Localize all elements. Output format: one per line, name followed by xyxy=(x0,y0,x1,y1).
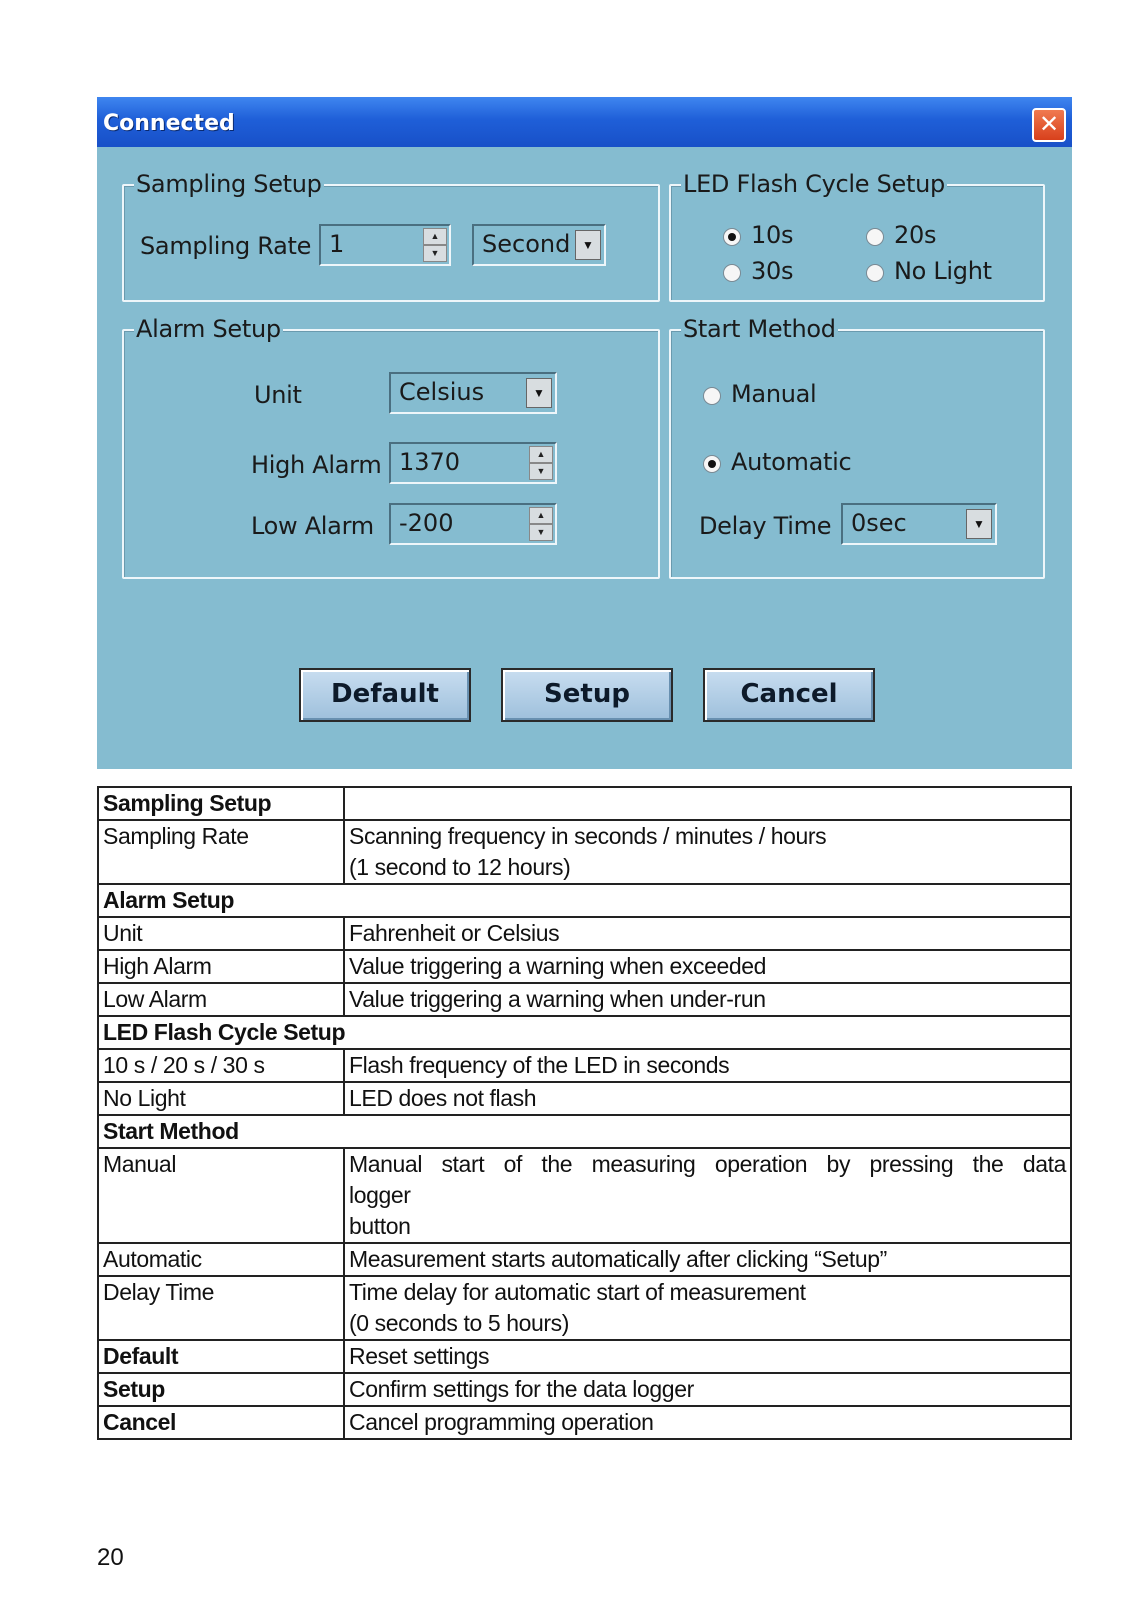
section-header: Start Method xyxy=(98,1115,1071,1148)
description-line: Time delay for automatic start of measurement xyxy=(349,1279,806,1305)
description-cell: Fahrenheit or Celsius xyxy=(344,917,1071,950)
dialog-title: Connected xyxy=(103,111,235,136)
default-button[interactable]: Default xyxy=(299,668,471,722)
alarm-setup-group xyxy=(122,315,660,579)
spin-up-icon[interactable]: ▲ xyxy=(529,507,553,524)
description-cell: Reset settings xyxy=(344,1340,1071,1373)
spin-down-icon[interactable]: ▼ xyxy=(423,245,447,262)
radio-20s[interactable] xyxy=(866,228,884,246)
section-header: Sampling Setup xyxy=(98,787,344,820)
description-cell: Measurement starts automatically after clicking “Setup” xyxy=(344,1243,1071,1276)
chevron-down-icon[interactable]: ▼ xyxy=(966,509,992,539)
page-number: 20 xyxy=(97,1544,124,1571)
table-row xyxy=(98,950,1071,983)
sampling-unit-dropdown[interactable] xyxy=(472,224,606,266)
description-cell xyxy=(344,820,1071,884)
table-row xyxy=(98,983,1071,1016)
low-alarm-value: -200 xyxy=(399,509,454,537)
chevron-down-icon[interactable]: ▼ xyxy=(526,378,552,408)
spin-up-icon[interactable]: ▲ xyxy=(529,446,553,463)
sampling-rate-spinner[interactable] xyxy=(423,228,447,262)
term-cell: No Light xyxy=(98,1082,344,1115)
high-alarm-stepper[interactable] xyxy=(389,442,557,484)
description-cell xyxy=(344,1276,1071,1340)
term-cell: Unit xyxy=(98,917,344,950)
start-method-group xyxy=(669,315,1045,579)
title-bar xyxy=(97,97,1072,147)
sampling-setup-title: Sampling Setup xyxy=(136,170,322,198)
term-cell: Delay Time xyxy=(98,1276,344,1340)
table-row xyxy=(98,1148,1071,1243)
table-row xyxy=(98,1016,1071,1049)
table-row xyxy=(98,1406,1071,1439)
low-alarm-label: Low Alarm xyxy=(251,512,374,540)
delay-time-dropdown[interactable] xyxy=(841,503,997,545)
led-option-30s: 30s xyxy=(751,257,794,285)
term-cell: Low Alarm xyxy=(98,983,344,1016)
led-flash-title: LED Flash Cycle Setup xyxy=(683,170,945,198)
spin-down-icon[interactable]: ▼ xyxy=(529,463,553,480)
cancel-button[interactable]: Cancel xyxy=(703,668,875,722)
high-alarm-label: High Alarm xyxy=(251,451,382,479)
section-header: Alarm Setup xyxy=(98,884,1071,917)
table-row xyxy=(98,917,1071,950)
chevron-down-icon[interactable]: ▼ xyxy=(575,230,601,260)
table-row xyxy=(98,1049,1071,1082)
table-row xyxy=(98,787,1071,820)
description-line: Scanning frequency in seconds / minutes / hours xyxy=(349,823,827,849)
unit-value: Celsius xyxy=(399,378,485,406)
settings-description-table xyxy=(97,786,1072,1440)
high-alarm-value: 1370 xyxy=(399,448,461,476)
delay-time-value: 0sec xyxy=(851,509,907,537)
automatic-label: Automatic xyxy=(731,448,852,476)
low-alarm-spinner[interactable] xyxy=(529,507,553,541)
sampling-rate-value: 1 xyxy=(329,230,345,258)
description-cell: Value triggering a warning when exceeded xyxy=(344,950,1071,983)
description-line: (0 seconds to 5 hours) xyxy=(349,1310,570,1336)
term-cell: Setup xyxy=(98,1373,344,1406)
sampling-rate-stepper[interactable] xyxy=(319,224,451,266)
term-cell: Cancel xyxy=(98,1406,344,1439)
description-line: (1 second to 12 hours) xyxy=(349,854,571,880)
sampling-unit-value: Second xyxy=(482,230,571,258)
description-cell: Cancel programming operation xyxy=(344,1406,1071,1439)
led-option-10s: 10s xyxy=(751,221,794,249)
radio-no-light[interactable] xyxy=(866,264,884,282)
description-cell xyxy=(344,1148,1071,1243)
connected-dialog xyxy=(97,97,1072,769)
radio-automatic[interactable] xyxy=(703,455,721,473)
spin-down-icon[interactable]: ▼ xyxy=(529,524,553,541)
description-line: Manual start of the measuring operation by pressing the data logger xyxy=(349,1151,1066,1208)
sampling-rate-label: Sampling Rate xyxy=(140,232,312,260)
table-row xyxy=(98,820,1071,884)
setup-button[interactable]: Setup xyxy=(501,668,673,722)
description-cell: LED does not flash xyxy=(344,1082,1071,1115)
table-row xyxy=(98,1082,1071,1115)
term-cell: Manual xyxy=(98,1148,344,1243)
led-flash-group xyxy=(669,170,1045,302)
table-row xyxy=(98,884,1071,917)
term-cell: 10 s / 20 s / 30 s xyxy=(98,1049,344,1082)
unit-dropdown[interactable] xyxy=(389,372,557,414)
delay-time-label: Delay Time xyxy=(699,512,832,540)
low-alarm-stepper[interactable] xyxy=(389,503,557,545)
description-cell: Flash frequency of the LED in seconds xyxy=(344,1049,1071,1082)
table-row xyxy=(98,1115,1071,1148)
close-icon: ✕ xyxy=(1038,110,1060,138)
table-row xyxy=(98,1276,1071,1340)
table-row xyxy=(98,1243,1071,1276)
table-row xyxy=(98,1373,1071,1406)
led-option-20s: 20s xyxy=(894,221,937,249)
section-header-empty xyxy=(344,787,1071,820)
alarm-setup-title: Alarm Setup xyxy=(136,315,281,343)
manual-label: Manual xyxy=(731,380,817,408)
spin-up-icon[interactable]: ▲ xyxy=(423,228,447,245)
table-row xyxy=(98,1340,1071,1373)
close-button[interactable] xyxy=(1032,108,1066,142)
section-header: LED Flash Cycle Setup xyxy=(98,1016,1071,1049)
description-cell: Confirm settings for the data logger xyxy=(344,1373,1071,1406)
radio-30s[interactable] xyxy=(723,264,741,282)
description-line: button xyxy=(349,1213,411,1239)
sampling-setup-group xyxy=(122,170,660,302)
term-cell: High Alarm xyxy=(98,950,344,983)
high-alarm-spinner[interactable] xyxy=(529,446,553,480)
term-cell: Default xyxy=(98,1340,344,1373)
description-cell: Value triggering a warning when under-run xyxy=(344,983,1071,1016)
led-option-no-light: No Light xyxy=(894,257,992,285)
start-method-title: Start Method xyxy=(683,315,836,343)
radio-10s[interactable] xyxy=(723,228,741,246)
term-cell: Sampling Rate xyxy=(98,820,344,884)
unit-label: Unit xyxy=(254,381,302,409)
radio-manual[interactable] xyxy=(703,387,721,405)
term-cell: Automatic xyxy=(98,1243,344,1276)
